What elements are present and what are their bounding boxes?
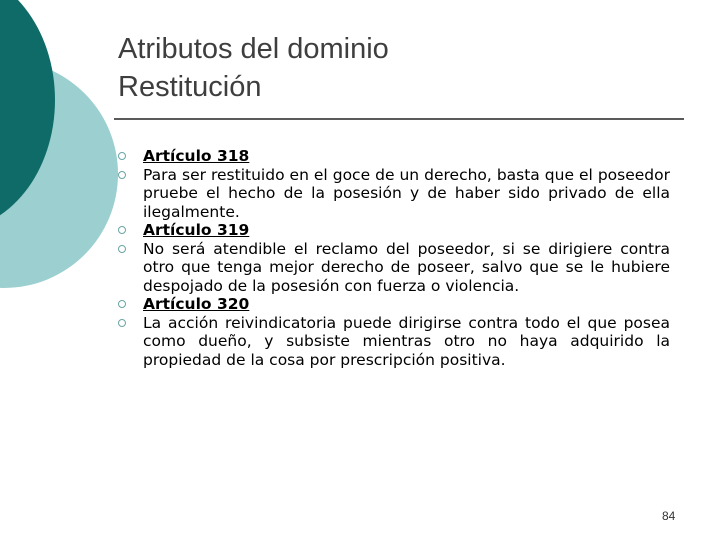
article-text: No será atendible el reclamo del poseedor, si se dirigiere contra otro que tenga mejor derecho de poseer, salvo que se le hubiere despojado de la posesión con fuerza o violencia.: [143, 239, 670, 295]
article-text: Para ser restituido en el goce de un derecho, basta que el poseedor pruebe el hecho de la posesión y de haber sido privado de ella ilegalmente.: [143, 165, 670, 221]
article-heading: Artículo 319: [143, 221, 250, 239]
article-text: La acción reivindicatoria puede dirigirse contra todo el que posea como dueño, y subsiste mientras otro no haya adquirido la propiedad de la cosa por prescripción positiva.: [143, 313, 670, 369]
article-heading: Artículo 320: [143, 295, 250, 313]
title-line-2: Restitución: [118, 71, 262, 103]
slide-body-list: [118, 147, 670, 369]
bullet-icon: [118, 171, 126, 179]
bullet-icon: [118, 152, 126, 160]
page-number: 84: [662, 509, 676, 523]
bullet-icon: [118, 300, 126, 308]
list-item-text-320: [118, 314, 670, 370]
article-heading: Artículo 318: [143, 147, 250, 165]
slide-title: [118, 30, 389, 106]
bullet-icon: [118, 245, 126, 253]
list-item-heading-319: [118, 221, 670, 240]
bullet-icon: [118, 226, 126, 234]
title-divider: [114, 118, 684, 120]
list-item-heading-318: [118, 147, 670, 166]
list-item-text-318: [118, 166, 670, 222]
bullet-icon: [118, 319, 126, 327]
list-item-heading-320: [118, 295, 670, 314]
list-item-text-319: [118, 240, 670, 296]
title-line-1: Atributos del dominio: [118, 33, 389, 65]
